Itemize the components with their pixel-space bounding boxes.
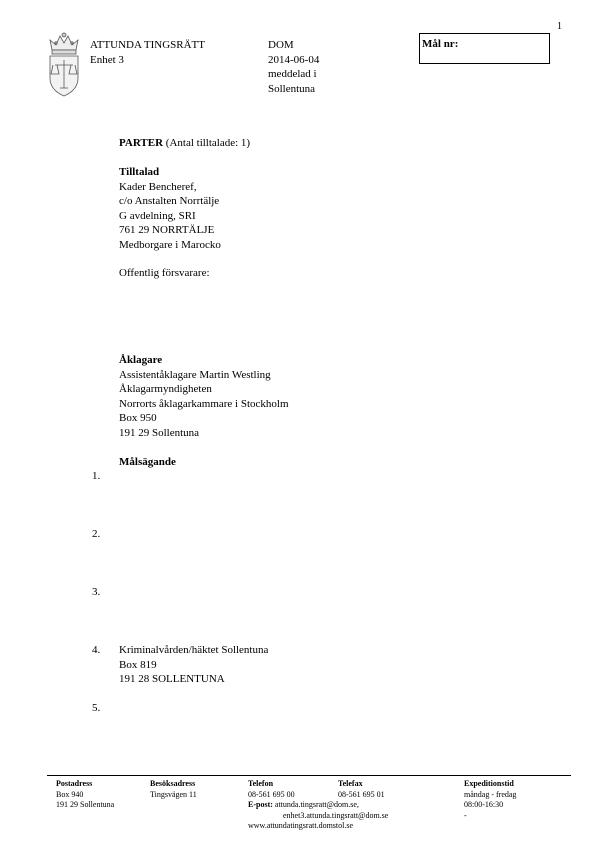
footer-label: Besöksadress bbox=[150, 779, 196, 788]
plaintiff-line: Box 819 bbox=[119, 658, 157, 671]
plaintiffs-heading: Målsägande bbox=[119, 456, 176, 468]
prosecutor-line: Norrorts åklagarkammare i Stockholm bbox=[119, 397, 289, 410]
prosecutor-heading: Åklagare bbox=[119, 354, 163, 366]
case-number-box bbox=[419, 33, 550, 64]
footer-label: Telefon bbox=[248, 779, 274, 788]
defendant-line: 761 29 NORRTÄLJE bbox=[119, 224, 215, 236]
court-unit: Enhet 3 bbox=[90, 53, 124, 66]
footer-label: Expeditionstid bbox=[464, 779, 514, 788]
footer-fax: Telefax 08-561 695 01 bbox=[338, 779, 385, 799]
plaintiff-number: 1. bbox=[92, 470, 101, 482]
footer-postal: Postadress Box 940 191 29 Sollentuna bbox=[56, 779, 115, 809]
document-type: DOM bbox=[268, 39, 294, 51]
plaintiff-line: 191 28 SOLLENTUNA bbox=[119, 673, 225, 685]
parties-heading: PARTER (Antal tilltalade: 1) bbox=[119, 137, 251, 149]
footer-email bbox=[248, 800, 359, 811]
plaintiff-number: 2. bbox=[92, 528, 101, 540]
page-number: 1 bbox=[557, 21, 562, 32]
defendant-line: Medborgare i Marocko bbox=[119, 238, 221, 251]
prosecutor-line: Åklagarmyndigheten bbox=[119, 383, 212, 395]
plaintiff-number: 3. bbox=[92, 586, 101, 598]
judgment-date: 2014-06-04 bbox=[268, 53, 320, 66]
plaintiff-number: 5. bbox=[92, 702, 101, 714]
footer-label: Postadress bbox=[56, 779, 93, 788]
prosecutor-line: 191 29 Sollentuna bbox=[119, 426, 200, 439]
email-label: E-post: bbox=[248, 800, 273, 809]
announced-label: meddelad i bbox=[268, 68, 317, 80]
coat-of-arms-icon bbox=[44, 30, 84, 98]
email-address[interactable]: attunda.tingsratt@dom.se, bbox=[274, 800, 359, 809]
defendant-section bbox=[119, 165, 221, 252]
public-defender-label: Offentlig försvarare: bbox=[119, 267, 210, 279]
announced-place: Sollentuna bbox=[268, 82, 316, 95]
footer-label: Telefax bbox=[338, 779, 363, 788]
defendant-line: G avdelning, SRI bbox=[119, 209, 196, 222]
prosecutor-line: Assistentåklagare Martin Westling bbox=[119, 368, 271, 381]
website-link[interactable]: www.attundatingsratt.domstol.se bbox=[248, 821, 354, 830]
email-address[interactable]: enhet3.attunda.tingsratt@dom.se bbox=[283, 810, 389, 820]
prosecutor-section bbox=[119, 353, 289, 440]
plaintiff-address bbox=[119, 643, 268, 687]
footer-phone: Telefon 08-561 695 00 bbox=[248, 779, 295, 799]
defendant-heading: Tilltalad bbox=[119, 166, 160, 178]
defendant-line: c/o Anstalten Norrtälje bbox=[119, 195, 220, 207]
plaintiff-line: Kriminalvården/häktet Sollentuna bbox=[119, 644, 269, 656]
footer-divider bbox=[47, 775, 571, 776]
plaintiff-number: 4. bbox=[92, 644, 101, 656]
footer-visit: Besöksadress Tingsvägen 11 bbox=[150, 779, 197, 799]
court-name: ATTUNDA TINGSRÄTT bbox=[90, 39, 205, 51]
prosecutor-line: Box 950 bbox=[119, 412, 157, 424]
case-number-label: Mål nr: bbox=[422, 38, 459, 50]
footer-hours: Expeditionstid måndag - fredag 08:00-16:30 - bbox=[464, 779, 517, 820]
defendant-line: Kader Bencheref, bbox=[119, 180, 197, 193]
